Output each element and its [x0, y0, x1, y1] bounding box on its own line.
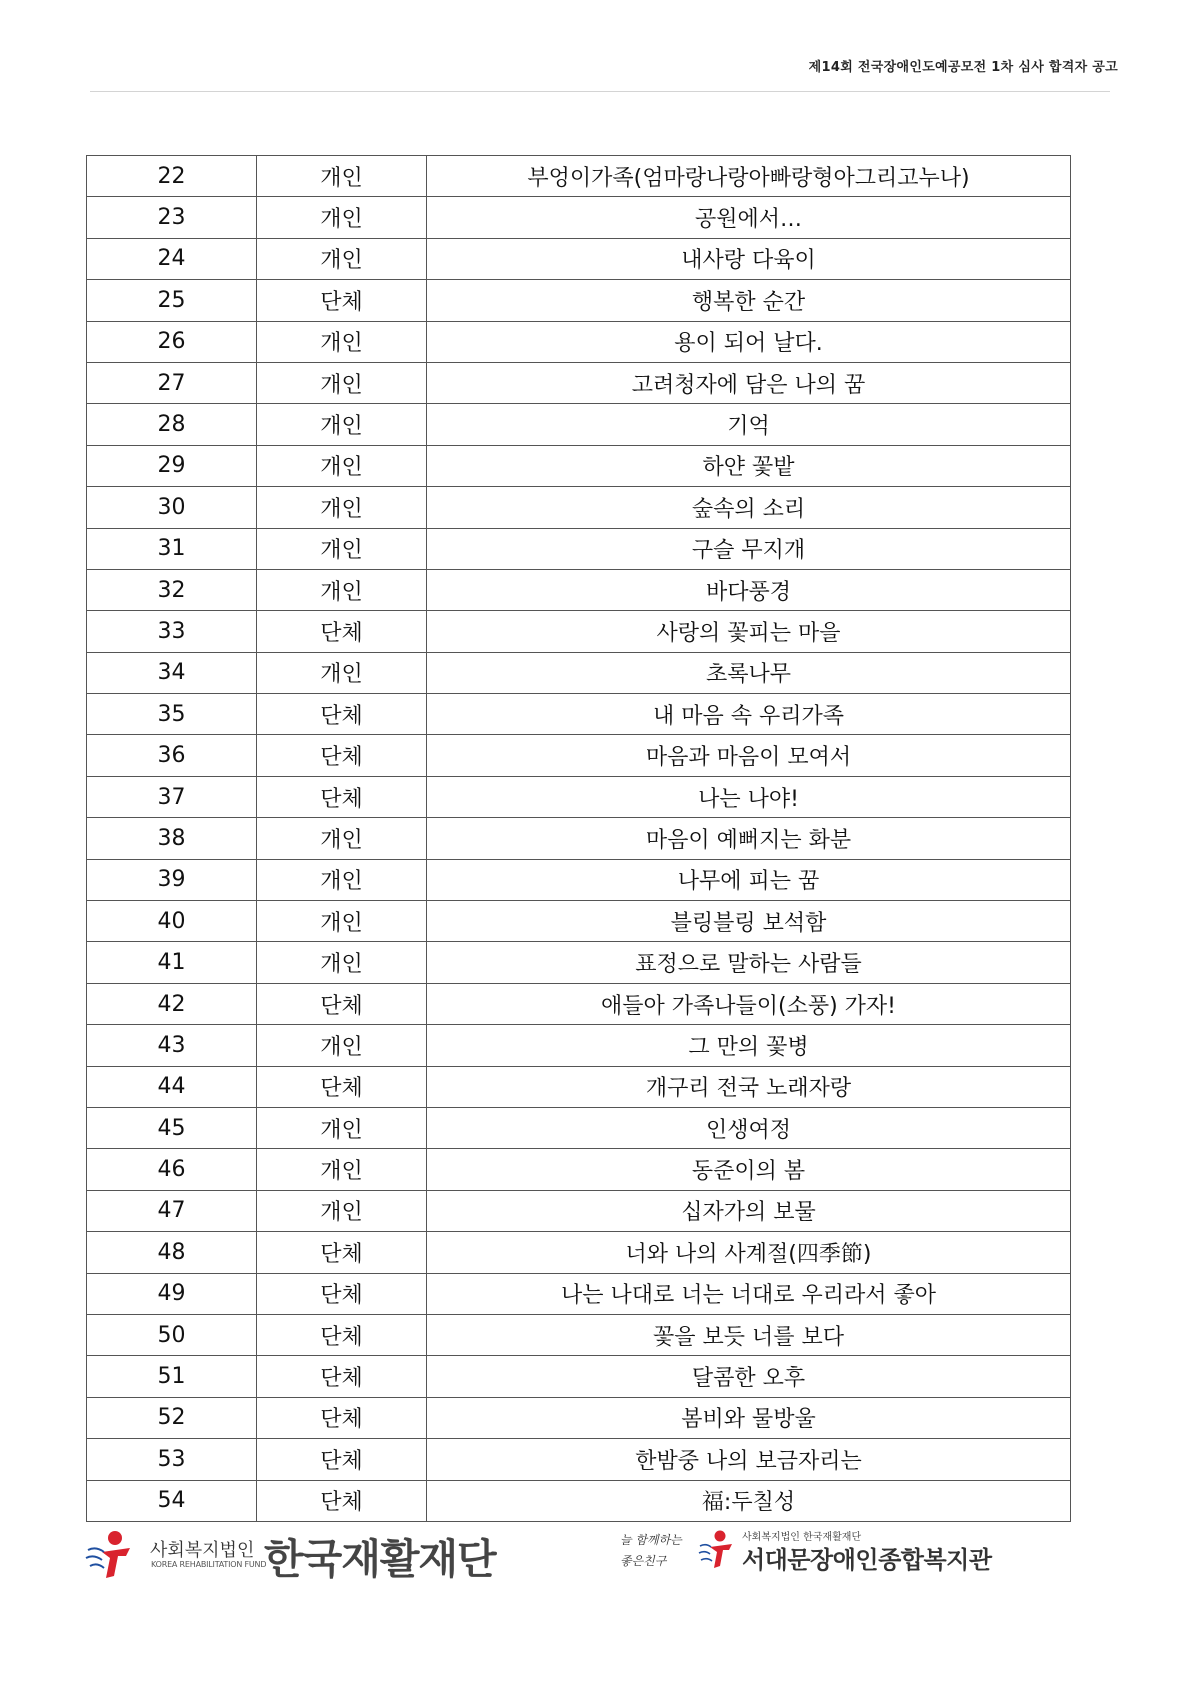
- entry-type-cell: 단체: [257, 1356, 427, 1397]
- table-row: [87, 983, 1071, 1024]
- table-row: [87, 238, 1071, 279]
- table-row: [87, 1066, 1071, 1107]
- entry-type-cell: 개인: [257, 1149, 427, 1190]
- entry-type-cell: 단체: [257, 735, 427, 776]
- entry-title-cell: 고려청자에 담은 나의 꿈: [427, 362, 1071, 403]
- entry-title-cell: 기억: [427, 404, 1071, 445]
- entry-type-cell: 개인: [257, 818, 427, 859]
- entry-number-cell: 50: [87, 1314, 257, 1355]
- entry-type-cell: 단체: [257, 1066, 427, 1107]
- header-divider: [90, 91, 1110, 92]
- entry-title-cell: 내사랑 다육이: [427, 238, 1071, 279]
- entry-number-cell: 54: [87, 1480, 257, 1521]
- table-row: [87, 197, 1071, 238]
- entry-number-cell: 26: [87, 321, 257, 362]
- entry-type-cell: 개인: [257, 404, 427, 445]
- entry-type-cell: 단체: [257, 1397, 427, 1438]
- entry-title-cell: 하얀 꽃밭: [427, 445, 1071, 486]
- entry-title-cell: 사랑의 꽃피는 마을: [427, 611, 1071, 652]
- entry-number-cell: 28: [87, 404, 257, 445]
- entry-title-cell: 인생여정: [427, 1107, 1071, 1148]
- table-row: [87, 694, 1071, 735]
- table-row: [87, 569, 1071, 610]
- entry-type-cell: 단체: [257, 1314, 427, 1355]
- entry-type-cell: 개인: [257, 901, 427, 942]
- entry-title-cell: 애들아 가족나들이(소풍) 가자!: [427, 983, 1071, 1024]
- entry-number-cell: 49: [87, 1273, 257, 1314]
- entry-number-cell: 30: [87, 487, 257, 528]
- entry-number-cell: 32: [87, 569, 257, 610]
- table-row: [87, 321, 1071, 362]
- entry-number-cell: 44: [87, 1066, 257, 1107]
- entry-number-cell: 48: [87, 1232, 257, 1273]
- table-row: [87, 1149, 1071, 1190]
- entry-number-cell: 42: [87, 983, 257, 1024]
- slogan-line-2: 좋은친구: [620, 1554, 667, 1568]
- entry-title-cell: 행복한 순간: [427, 280, 1071, 321]
- entry-type-cell: 개인: [257, 487, 427, 528]
- entry-number-cell: 38: [87, 818, 257, 859]
- table-row: [87, 942, 1071, 983]
- entry-title-cell: 한밤중 나의 보금자리는: [427, 1439, 1071, 1480]
- entry-number-cell: 43: [87, 1025, 257, 1066]
- entry-title-cell: 마음과 마음이 모여서: [427, 735, 1071, 776]
- entry-title-cell: 그 만의 꽃병: [427, 1025, 1071, 1066]
- table-row: [87, 1232, 1071, 1273]
- results-table: [86, 155, 1071, 1522]
- entry-title-cell: 표정으로 말하는 사람들: [427, 942, 1071, 983]
- table-row: [87, 1439, 1071, 1480]
- center-logo-name: 서대문장애인종합복지관: [742, 1546, 992, 1574]
- entry-number-cell: 24: [87, 238, 257, 279]
- table-row: [87, 1480, 1071, 1521]
- table-row: [87, 776, 1071, 817]
- entry-type-cell: 개인: [257, 652, 427, 693]
- entry-number-cell: 40: [87, 901, 257, 942]
- entry-type-cell: 개인: [257, 569, 427, 610]
- table-row: [87, 445, 1071, 486]
- table-row: [87, 1356, 1071, 1397]
- entry-number-cell: 31: [87, 528, 257, 569]
- table-row: [87, 1273, 1071, 1314]
- entry-title-cell: 초록나무: [427, 652, 1071, 693]
- running-person-icon: [84, 1528, 146, 1584]
- entry-number-cell: 33: [87, 611, 257, 652]
- entry-title-cell: 구슬 무지개: [427, 528, 1071, 569]
- entry-title-cell: 바다풍경: [427, 569, 1071, 610]
- entry-type-cell: 개인: [257, 528, 427, 569]
- entry-type-cell: 단체: [257, 776, 427, 817]
- entry-number-cell: 36: [87, 735, 257, 776]
- entry-number-cell: 23: [87, 197, 257, 238]
- entry-title-cell: 십자가의 보물: [427, 1190, 1071, 1231]
- entry-type-cell: 단체: [257, 1273, 427, 1314]
- entry-number-cell: 39: [87, 859, 257, 900]
- entry-number-cell: 27: [87, 362, 257, 403]
- table-row: [87, 280, 1071, 321]
- entry-number-cell: 35: [87, 694, 257, 735]
- entry-number-cell: 52: [87, 1397, 257, 1438]
- entry-title-cell: 숲속의 소리: [427, 487, 1071, 528]
- entry-type-cell: 단체: [257, 611, 427, 652]
- slogan-line-1: 늘 함께하는: [620, 1533, 682, 1547]
- entry-number-cell: 53: [87, 1439, 257, 1480]
- entry-type-cell: 개인: [257, 197, 427, 238]
- entry-type-cell: 개인: [257, 1107, 427, 1148]
- table-row: [87, 611, 1071, 652]
- entry-title-cell: 나는 나야!: [427, 776, 1071, 817]
- entry-title-cell: 동준이의 봄: [427, 1149, 1071, 1190]
- entry-type-cell: 단체: [257, 1439, 427, 1480]
- entry-type-cell: 개인: [257, 156, 427, 197]
- entry-number-cell: 46: [87, 1149, 257, 1190]
- entry-type-cell: 개인: [257, 238, 427, 279]
- seodaemun-welfare-center-logo: [620, 1526, 1040, 1586]
- table-row: [87, 735, 1071, 776]
- table-row: [87, 1190, 1071, 1231]
- entry-type-cell: 개인: [257, 1025, 427, 1066]
- table-row: [87, 362, 1071, 403]
- entry-type-cell: 개인: [257, 942, 427, 983]
- entry-title-cell: 공원에서…: [427, 197, 1071, 238]
- entry-type-cell: 단체: [257, 1232, 427, 1273]
- entry-number-cell: 37: [87, 776, 257, 817]
- center-logo-small-text: 사회복지법인 한국재활재단: [742, 1532, 862, 1543]
- entry-title-cell: 꽃을 보듯 너를 보다: [427, 1314, 1071, 1355]
- running-person-icon: [698, 1528, 740, 1572]
- entry-title-cell: 내 마음 속 우리가족: [427, 694, 1071, 735]
- table-row: [87, 1314, 1071, 1355]
- document-title: 제14회 전국장애인도예공모전 1차 심사 합격자 공고: [808, 60, 1118, 75]
- entry-number-cell: 51: [87, 1356, 257, 1397]
- entry-type-cell: 개인: [257, 1190, 427, 1231]
- table-row: [87, 487, 1071, 528]
- entry-title-cell: 나무에 피는 꿈: [427, 859, 1071, 900]
- entry-title-cell: 나는 나대로 너는 너대로 우리라서 좋아: [427, 1273, 1071, 1314]
- table-row: [87, 859, 1071, 900]
- entry-type-cell: 단체: [257, 1480, 427, 1521]
- entry-title-cell: 용이 되어 날다.: [427, 321, 1071, 362]
- table-row: [87, 818, 1071, 859]
- fund-logo-english-text: KOREA REHABILITATION FUND: [151, 1560, 267, 1569]
- entry-number-cell: 25: [87, 280, 257, 321]
- table-row: [87, 156, 1071, 197]
- entry-type-cell: 개인: [257, 445, 427, 486]
- entry-title-cell: 福:두칠성: [427, 1480, 1071, 1521]
- fund-logo-small-text: 사회복지법인: [150, 1540, 255, 1561]
- table-row: [87, 901, 1071, 942]
- footer: [0, 1526, 1200, 1586]
- entry-type-cell: 단체: [257, 694, 427, 735]
- table-row: [87, 1025, 1071, 1066]
- entry-title-cell: 블링블링 보석함: [427, 901, 1071, 942]
- entry-type-cell: 개인: [257, 362, 427, 403]
- entry-title-cell: 너와 나의 사계절(四季節): [427, 1232, 1071, 1273]
- table-row: [87, 1397, 1071, 1438]
- entry-type-cell: 단체: [257, 983, 427, 1024]
- entry-number-cell: 45: [87, 1107, 257, 1148]
- entry-type-cell: 단체: [257, 280, 427, 321]
- entry-number-cell: 22: [87, 156, 257, 197]
- entry-title-cell: 달콤한 오후: [427, 1356, 1071, 1397]
- fund-logo-name: 한국재활재단: [264, 1535, 496, 1583]
- entry-type-cell: 개인: [257, 321, 427, 362]
- entry-number-cell: 41: [87, 942, 257, 983]
- entry-number-cell: 29: [87, 445, 257, 486]
- entry-title-cell: 마음이 예뻐지는 화분: [427, 818, 1071, 859]
- table-row: [87, 528, 1071, 569]
- table-row: [87, 404, 1071, 445]
- entry-title-cell: 봄비와 물방울: [427, 1397, 1071, 1438]
- slogan: [620, 1530, 694, 1572]
- entry-number-cell: 34: [87, 652, 257, 693]
- table-row: [87, 1107, 1071, 1148]
- table-row: [87, 652, 1071, 693]
- entry-title-cell: 개구리 전국 노래자랑: [427, 1066, 1071, 1107]
- entry-type-cell: 개인: [257, 859, 427, 900]
- entry-title-cell: 부엉이가족(엄마랑나랑아빠랑형아그리고누나): [427, 156, 1071, 197]
- entry-number-cell: 47: [87, 1190, 257, 1231]
